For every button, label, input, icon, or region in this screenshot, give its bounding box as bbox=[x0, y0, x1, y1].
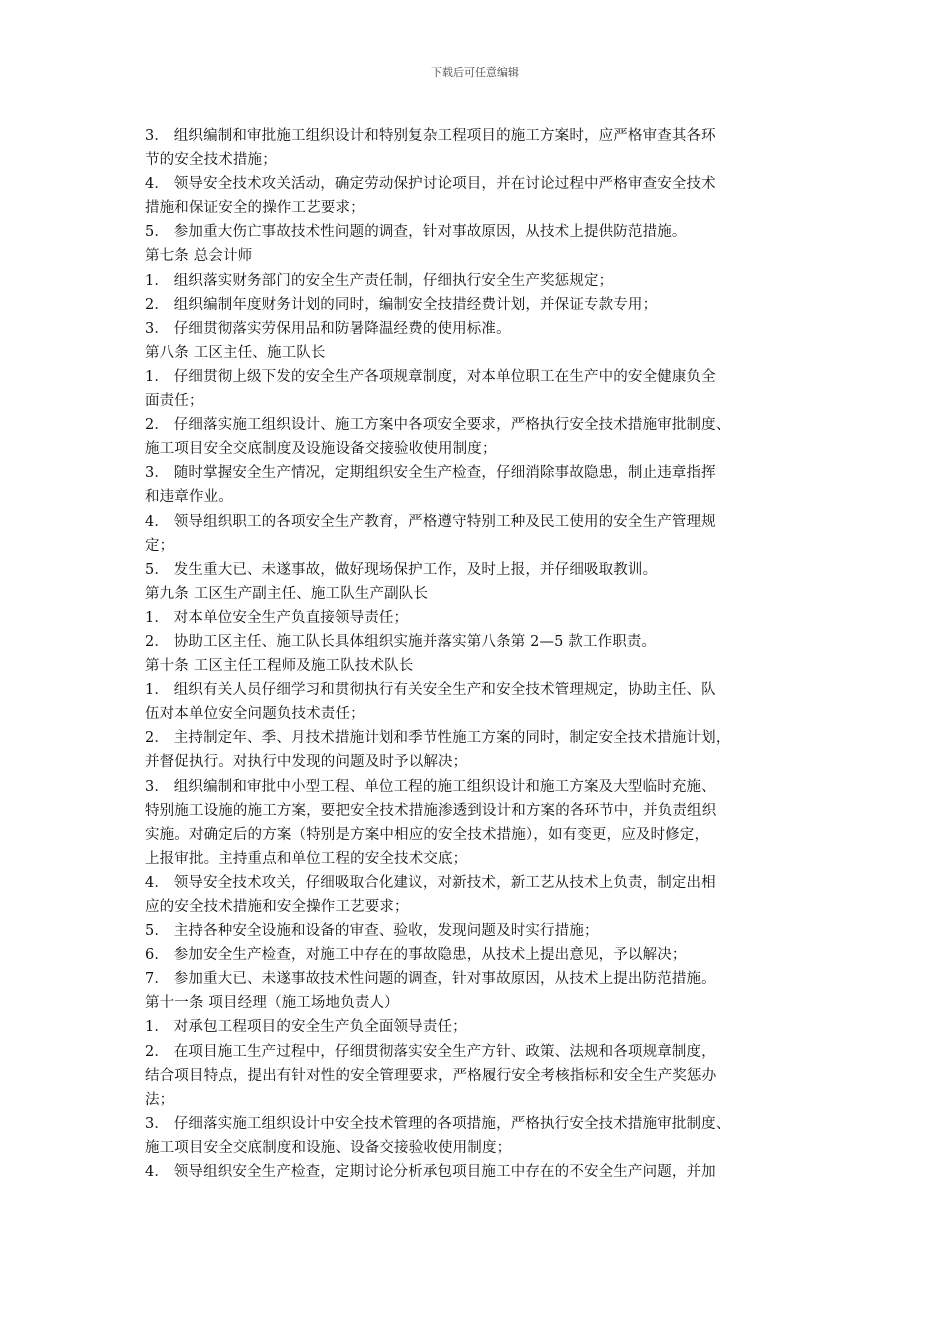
list-item: 3． 随时掌握安全生产情况，定期组织安全生产检查，仔细消除事故隐患，制止违章指挥 bbox=[145, 465, 716, 482]
list-item: 2． 组织编制年度财务计划的同时，编制安全技措经费计划，并保证专款专用； bbox=[145, 296, 658, 313]
list-item: 5． 主持各种安全设施和设备的审查、验收，发现问题及时实行措施； bbox=[145, 923, 599, 940]
list-item: 2． 仔细落实施工组织设计、施工方案中各项安全要求，严格执行安全技术措施审批制度、 bbox=[145, 417, 731, 434]
list-item: 4． 领导安全技术攻关，仔细吸取合化建议，对新技术，新工艺从技术上负责，制定出相 bbox=[145, 874, 716, 891]
list-item: 3． 仔细落实施工组织设计中安全技术管理的各项措施，严格执行安全技术措施审批制度、 bbox=[145, 1115, 731, 1132]
list-item-continuation: 措施和保证安全的操作工艺要求； bbox=[145, 200, 365, 217]
list-item: 4． 领导组织职工的各项安全生产教育，严格遵守特别工种及民工使用的安全生产管理规 bbox=[145, 513, 716, 530]
list-item-continuation: 应的安全技术措施和安全操作工艺要求； bbox=[145, 899, 409, 915]
list-item: 3． 组织编制和审批中小型工程、单位工程的施工组织设计和施工方案及大型临时充施、 bbox=[145, 778, 716, 795]
list-item: 7． 参加重大已、未遂事故技术性问题的调查，针对事故原因，从技术上提出防范措施。 bbox=[145, 971, 716, 988]
list-item-continuation: 特别施工设施的施工方案，要把安全技术措施渗透到设计和方案的各环节中，并负责组织 bbox=[145, 802, 717, 819]
list-item-continuation: 并督促执行。对执行中发现的问题及时予以解决； bbox=[145, 754, 468, 771]
document-body bbox=[145, 124, 810, 1184]
section-heading: 第七条 总会计师 bbox=[145, 248, 253, 265]
list-item: 6． 参加安全生产检查，对施工中存在的事故隐患，从技术上提出意见，予以解决； bbox=[145, 947, 687, 964]
list-item-continuation: 定； bbox=[145, 537, 175, 554]
list-item: 1． 组织落实财务部门的安全生产责任制，仔细执行安全生产奖惩规定； bbox=[145, 272, 614, 289]
list-item: 3． 仔细贯彻落实劳保用品和防暑降温经费的使用标准。 bbox=[145, 320, 511, 337]
list-item: 1． 组织有关人员仔细学习和贯彻执行有关安全生产和安全技术管理规定，协助主任、队 bbox=[145, 682, 716, 699]
list-item: 2． 协助工区主任、施工队长具体组织实施并落实第八条第 2—5 款工作职责。 bbox=[145, 633, 657, 650]
list-item: 5． 发生重大已、未遂事故，做好现场保护工作，及时上报，并仔细吸取教训。 bbox=[145, 561, 658, 578]
list-item: 1． 对承包工程项目的安全生产负全面领导责任； bbox=[145, 1019, 467, 1036]
section-heading: 第十一条 项目经理（施工场地负责人） bbox=[145, 995, 399, 1012]
list-item: 1． 仔细贯彻上级下发的安全生产各项规章制度，对本单位职工在生产中的安全健康负全 bbox=[145, 368, 716, 385]
list-item: 2． 在项目施工生产过程中，仔细贯彻落实安全生产方针、政策、法规和各项规章制度， bbox=[145, 1043, 716, 1060]
list-item-continuation: 上报审批。主持重点和单位工程的安全技术交底； bbox=[145, 850, 468, 867]
section-heading: 第八条 工区主任、施工队长 bbox=[145, 344, 326, 361]
page-header-note: 下载后可任意编辑 bbox=[431, 66, 519, 79]
list-item-continuation: 施工项目安全交底制度及设施设备交接验收使用制度； bbox=[145, 441, 497, 458]
list-item-continuation: 施工项目安全交底制度和设施、设备交接验收使用制度； bbox=[145, 1139, 512, 1156]
list-item: 5． 参加重大伤亡事故技术性问题的调查，针对事故原因，从技术上提供防范措施。 bbox=[145, 224, 687, 241]
section-heading: 第九条 工区生产副主任、施工队生产副队长 bbox=[145, 585, 429, 602]
list-item: 3． 组织编制和审批施工组织设计和特别复杂工程项目的施工方案时，应严格审查其各环 bbox=[145, 128, 716, 144]
list-item-continuation: 实施。对确定后的方案（特别是方案中相应的安全技术措施），如有变更，应及时修定， bbox=[145, 826, 710, 843]
list-item-continuation: 和违章作业。 bbox=[145, 489, 233, 506]
list-item-continuation: 结合项目特点，提出有针对性的安全管理要求，严格履行安全考核指标和安全生产奖惩办 bbox=[145, 1067, 717, 1084]
list-item-continuation: 伍对本单位安全问题负技术责任； bbox=[145, 706, 365, 723]
list-item: 4． 领导安全技术攻关活动，确定劳动保护讨论项目，并在讨论过程中严格审查安全技术 bbox=[145, 176, 716, 193]
list-item-continuation: 面责任； bbox=[145, 393, 204, 410]
list-item-continuation: 节的安全技术措施； bbox=[145, 152, 277, 169]
list-item: 1． 对本单位安全生产负直接领导责任； bbox=[145, 609, 409, 626]
list-item-continuation: 法； bbox=[145, 1091, 175, 1108]
list-item: 2． 主持制定年、季、月技术措施计划和季节性施工方案的同时，制定安全技术措施计划， bbox=[145, 730, 731, 747]
section-heading: 第十条 工区主任工程师及施工队技术队长 bbox=[145, 658, 414, 675]
list-item: 4． 领导组织安全生产检查，定期讨论分析承包项目施工中存在的不安全生产问题，并加 bbox=[145, 1164, 716, 1181]
